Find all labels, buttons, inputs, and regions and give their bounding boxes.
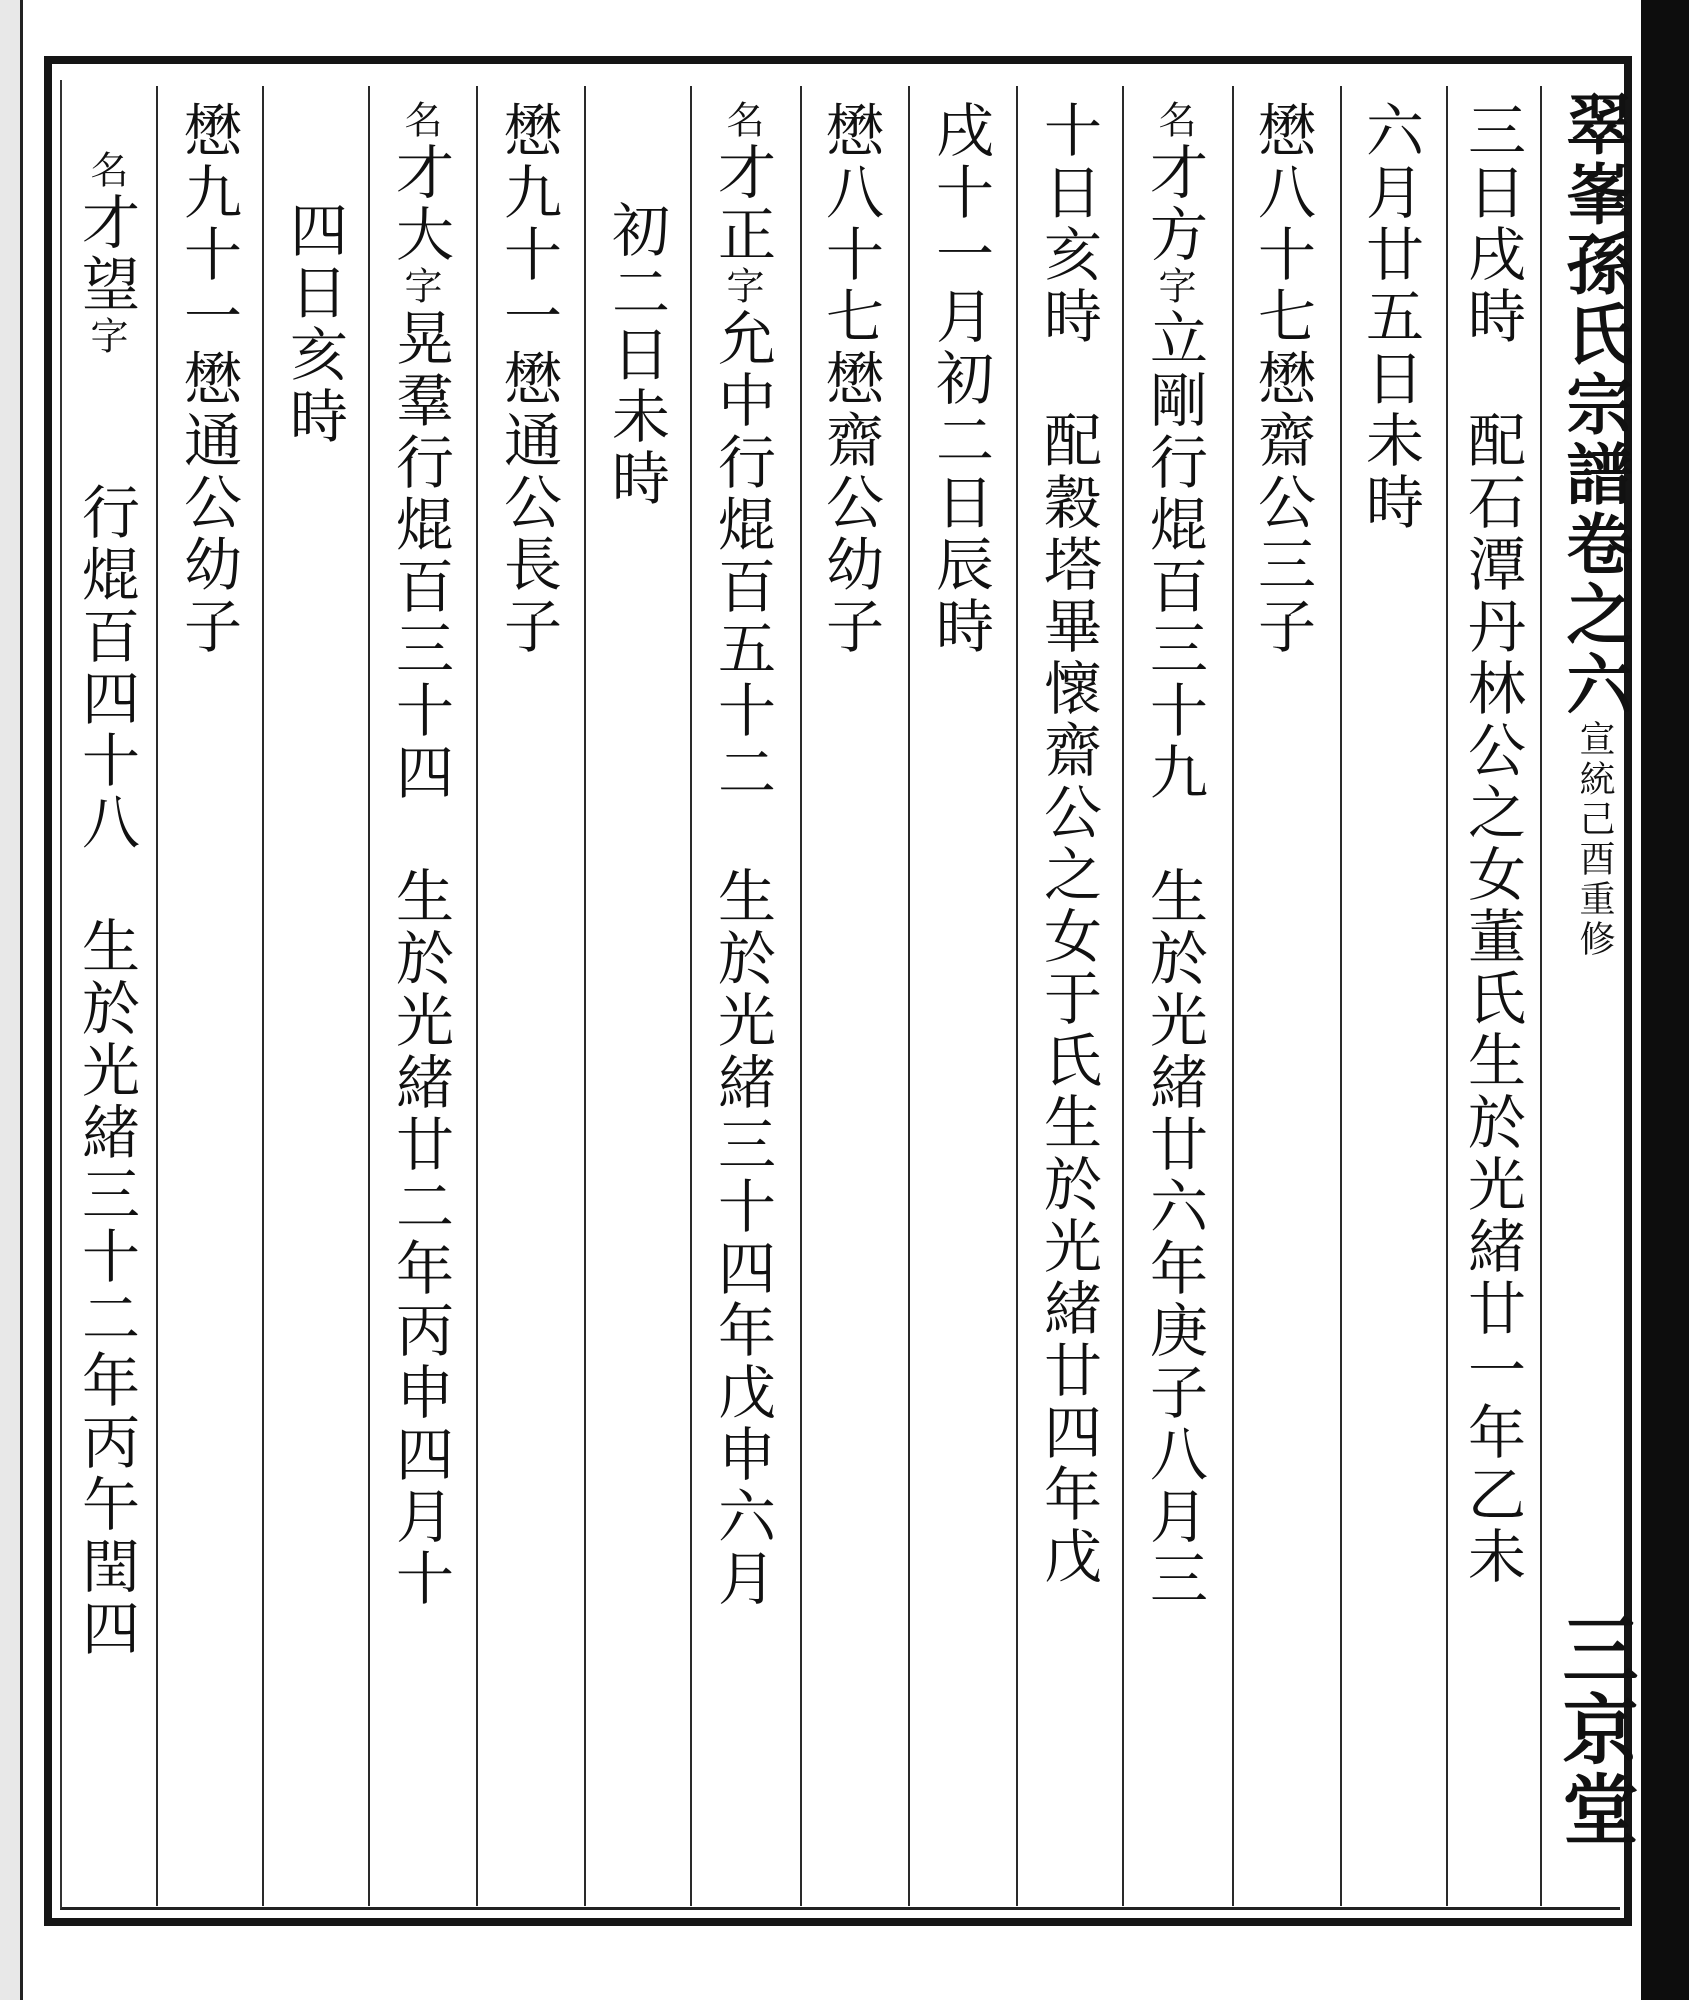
volume-label: 卷之六 — [1555, 510, 1633, 720]
column-rule — [800, 86, 802, 1906]
text-column-2 — [1350, 100, 1430, 534]
person-name: 才正 — [708, 142, 776, 266]
text-column-13 — [168, 100, 248, 658]
courtesy-label: 字 — [84, 316, 128, 358]
name-label: 名 — [398, 100, 442, 142]
text-segment: 行焜百四十八 — [72, 482, 140, 854]
courtesy-label: 字 — [1152, 266, 1196, 308]
text-segment: 配穀塔畢懷齋公之女于氏生於光緒廿四年戊 — [1034, 410, 1102, 1588]
column-rule — [1540, 86, 1542, 1906]
person-name: 才方 — [1140, 142, 1208, 266]
name-label: 名 — [720, 100, 764, 142]
text-column-5 — [1028, 100, 1108, 1588]
column-rule — [1340, 86, 1342, 1906]
person-name: 才大 — [386, 142, 454, 266]
text-column-6 — [920, 100, 1000, 658]
courtesy-label: 字 — [398, 266, 442, 308]
genealogy-title: 翠峯孫氏宗譜 — [1555, 90, 1633, 510]
name-label: 名 — [1152, 100, 1196, 142]
column-rule — [1232, 86, 1234, 1906]
column-rule — [908, 86, 910, 1906]
header-column — [1556, 90, 1634, 960]
column-rule — [476, 86, 478, 1906]
text-segment: 三日戌時 — [1458, 100, 1526, 348]
column-rule — [1122, 86, 1124, 1906]
text-column-14 — [66, 150, 146, 1660]
page-left-edge — [0, 0, 23, 2000]
generation-heading: 懋九十一懋通公長子 — [494, 100, 562, 658]
text-column-11 — [380, 100, 460, 1610]
text-column-9 — [596, 200, 676, 510]
text-column-12 — [274, 200, 354, 448]
text-segment: 允中行焜百五十二 — [708, 308, 776, 804]
text-column-1 — [1452, 100, 1532, 1588]
person-name: 才望 — [72, 192, 140, 316]
column-rule — [262, 86, 264, 1906]
text-segment: 生於光緒三十四年戊申六月 — [708, 866, 776, 1610]
text-column-4 — [1134, 100, 1214, 1610]
text-column-7 — [810, 100, 890, 658]
generation-heading: 懋九十一懋通公幼子 — [174, 100, 242, 658]
column-rule — [1446, 86, 1448, 1906]
column-rule — [584, 86, 586, 1906]
text-segment: 晃羣行焜百三十四 — [386, 308, 454, 804]
column-rule — [1016, 86, 1018, 1906]
name-label: 名 — [84, 150, 128, 192]
generation-heading: 懋八十七懋齋公三子 — [1248, 100, 1316, 658]
page-right-edge — [1641, 0, 1689, 2000]
hall-name: 三京堂 — [1550, 1610, 1639, 1850]
column-rule — [156, 86, 158, 1906]
generation-heading: 懋八十七懋齋公幼子 — [816, 100, 884, 658]
hall-name-column — [1550, 1610, 1639, 1850]
column-rule — [690, 86, 692, 1906]
text-column-10 — [488, 100, 568, 658]
column-rule — [368, 86, 370, 1906]
text-segment: 戌十一月初二日辰時 — [926, 100, 994, 658]
text-column-3 — [1242, 100, 1322, 658]
edition-note: 宣統己酉重修 — [1574, 720, 1615, 960]
text-segment: 立剛行焜百三十九 — [1140, 308, 1208, 804]
text-segment: 十日亥時 — [1034, 100, 1102, 348]
text-segment: 生於光緒廿二年丙申四月十 — [386, 866, 454, 1610]
courtesy-label: 字 — [720, 266, 764, 308]
text-segment: 四日亥時 — [280, 200, 348, 448]
text-segment: 六月廿五日未時 — [1356, 100, 1424, 534]
text-segment: 生於光緒廿六年庚子八月三 — [1140, 866, 1208, 1610]
text-segment: 初二日未時 — [602, 200, 670, 510]
text-segment: 配石潭丹林公之女董氏生於光緒廿一年乙未 — [1458, 410, 1526, 1588]
text-segment: 生於光緒三十二年丙午閏四 — [72, 916, 140, 1660]
text-column-8 — [702, 100, 782, 1610]
